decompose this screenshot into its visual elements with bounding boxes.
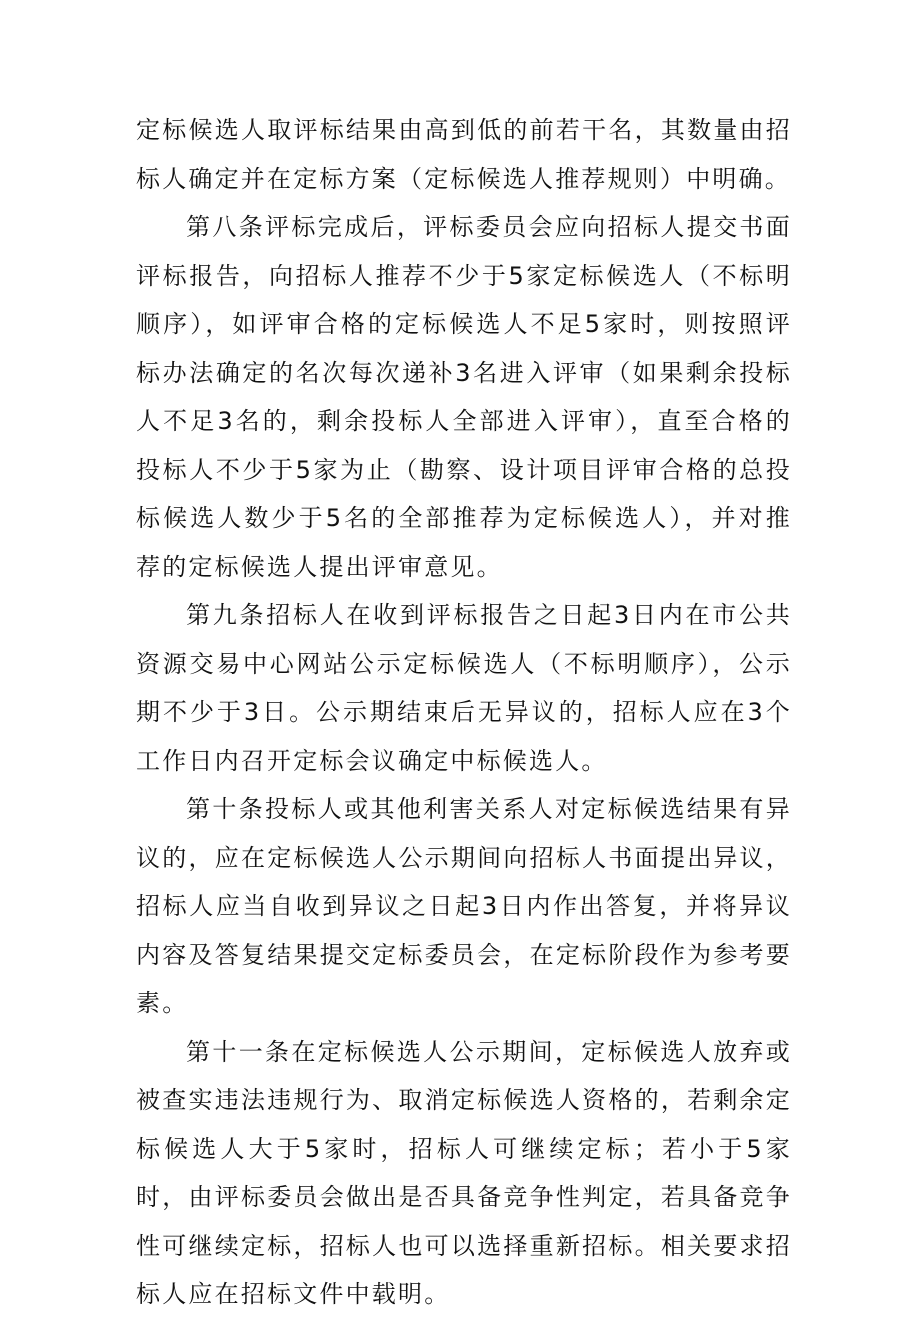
paragraph-article-9: 第九条招标人在收到评标报告之日起3日内在市公共资源交易中心网站公示定标候选人（不标明顺序），公示期不少于3日。公示期结束后无异议的，招标人应在3个工作日内召开定标会议确定中标候选人。: [136, 601, 792, 775]
paragraph-article-10: 第十条投标人或其他利害关系人对定标候选结果有异议的，应在定标候选人公示期间向招标人书面提出异议，招标人应当自收到异议之日起3日内作出答复，并将异议内容及答复结果提交定标委员会，在定标阶段作为参考要素。: [136, 795, 792, 1017]
paragraph-continued: 定标候选人取评标结果由高到低的前若干名，其数量由招标人确定并在定标方案（定标候选人推荐规则）中明确。: [136, 116, 792, 193]
document-body: [136, 106, 792, 1319]
paragraph-article-8: 第八条评标完成后，评标委员会应向招标人提交书面评标报告，向招标人推荐不少于5家定标候选人（不标明顺序），如评审合格的定标候选人不足5家时，则按照评标办法确定的名次每次递补3名进入评审（如果剩余投标人不足3名的，剩余投标人全部进入评审），直至合格的投标人不少于5家为止（勘察、设计项目评审合格的总投标候选人数少于5名的全部推荐为定标候选人），并对推荐的定标候选人提出评审意见。: [136, 213, 792, 581]
paragraph-article-11: 第十一条在定标候选人公示期间，定标候选人放弃或被查实违法违规行为、取消定标候选人资格的，若剩余定标候选人大于5家时，招标人可继续定标；若小于5家时，由评标委员会做出是否具备竞争性判定，若具备竞争性可继续定标，招标人也可以选择重新招标。相关要求招标人应在招标文件中载明。: [136, 1037, 792, 1308]
